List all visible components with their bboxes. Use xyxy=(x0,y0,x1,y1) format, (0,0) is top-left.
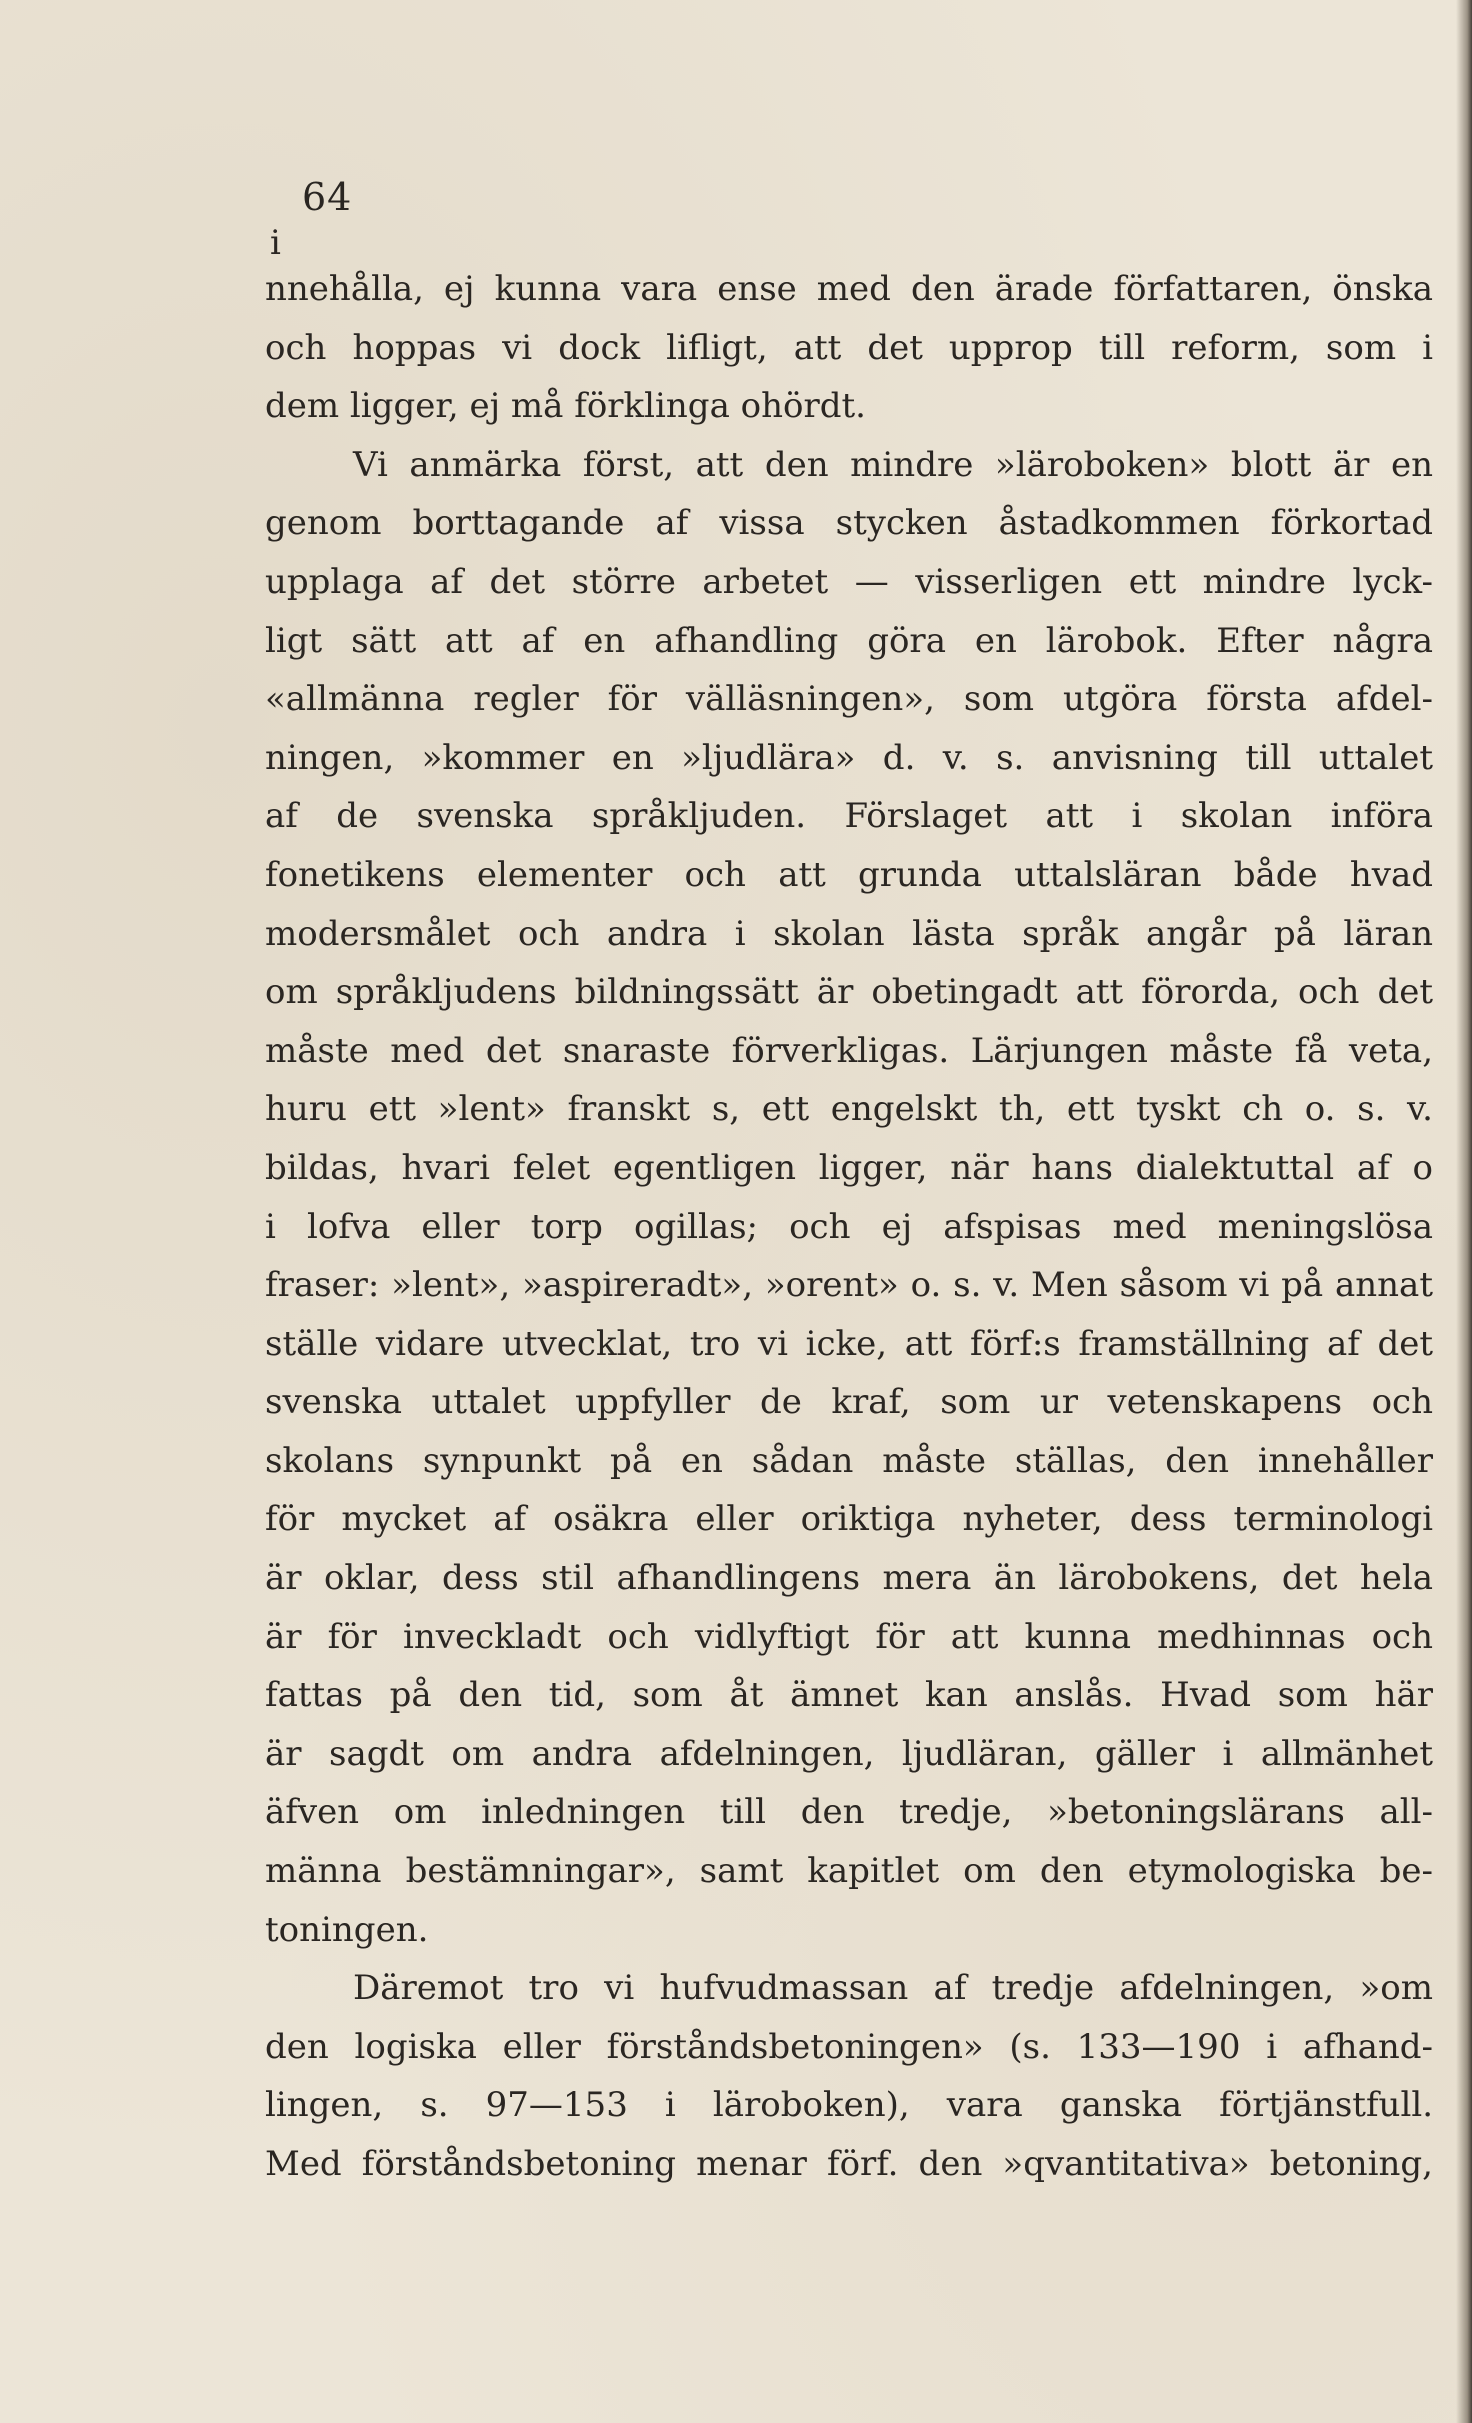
text-line: modersmålet och andra i skolan lästa språk angår på läran xyxy=(265,913,1433,954)
text-line: för mycket af osäkra eller oriktiga nyheter, dess terminologi xyxy=(265,1499,1433,1540)
text-line: om språkljudens bildningssätt är obetingadt att förorda, och det xyxy=(265,972,1433,1013)
text-line: fattas på den tid, som åt ämnet kan anslås. Hvad som här xyxy=(265,1675,1433,1716)
text-line: ningen, »kommer en »ljudlära» d. v. s. anvisning till uttalet xyxy=(265,737,1433,778)
stray-letter: i xyxy=(270,223,281,263)
text-line: fraser: »lent», »aspireradt», »orent» o. s. v. Men såsom vi på annat xyxy=(265,1265,1433,1306)
text-line: bildas, hvari felet egentligen ligger, när hans dialektuttal af o xyxy=(265,1147,1433,1188)
text-line: genom borttagande af vissa stycken åstadkommen förkortad xyxy=(265,503,1433,544)
text-line: toningen. xyxy=(265,1909,429,1950)
page-edge-shadow xyxy=(1456,0,1472,2423)
body-text xyxy=(265,260,1433,2194)
text-line: skolans synpunkt på en sådan måste ställas, den innehåller xyxy=(265,1440,1433,1481)
page-number: 64 xyxy=(302,175,353,219)
text-line: af de svenska språkljuden. Förslaget att i skolan införa xyxy=(265,796,1433,837)
text-line: i lofva eller torp ogillas; och ej afspisas med meningslösa xyxy=(265,1206,1433,1247)
text-line: måste med det snaraste förverkligas. Lärjungen måste få veta, xyxy=(265,1030,1433,1071)
text-line: dem ligger, ej må förklinga ohördt. xyxy=(265,386,866,427)
text-line: svenska uttalet uppfyller de kraf, som ur vetenskapens och xyxy=(265,1382,1433,1423)
text-line: «allmänna regler för välläsningen», som utgöra första afdel- xyxy=(265,679,1433,720)
text-line: nnehålla, ej kunna vara ense med den ärade författaren, önska xyxy=(265,269,1433,309)
text-line: fonetikens elementer och att grunda uttalsläran både hvad xyxy=(265,854,1433,895)
text-line: huru ett »lent» franskt s, ett engelskt th, ett tyskt ch o. s. v. xyxy=(265,1089,1433,1130)
text-line: är för inveckladt och vidlyftigt för att kunna medhinnas och xyxy=(265,1616,1433,1657)
text-line: upplaga af det större arbetet — visserligen ett mindre lyck- xyxy=(265,561,1433,602)
text-line: männa bestämningar», samt kapitlet om den etymologiska be- xyxy=(265,1851,1433,1892)
text-line: Däremot tro vi hufvudmassan af tredje afdelningen, »om xyxy=(353,1968,1433,2009)
text-line: Med förståndsbetoning menar förf. den »qvantitativa» betoning, xyxy=(265,2144,1433,2184)
text-line: är oklar, dess stil afhandlingens mera än lärobokens, det hela xyxy=(265,1558,1433,1599)
text-line: Vi anmärka först, att den mindre »läroboken» blott är en xyxy=(353,444,1433,485)
text-line: är sagdt om andra afdelningen, ljudläran, gäller i allmänhet xyxy=(265,1733,1433,1774)
text-line: och hoppas vi dock lifligt, att det upprop till reform, som i xyxy=(265,327,1433,368)
text-line: ställe vidare utvecklat, tro vi icke, att förf:s framställning af det xyxy=(265,1323,1433,1364)
text-line: äfven om inledningen till den tredje, »betoningslärans all- xyxy=(265,1792,1433,1833)
text-line: lingen, s. 97—153 i läroboken), vara ganska förtjänstfull. xyxy=(265,2085,1433,2126)
text-line: ligt sätt att af en afhandling göra en lärobok. Efter några xyxy=(265,620,1433,661)
text-line: den logiska eller förståndsbetoningen» (s. 133—190 i afhand- xyxy=(265,2026,1433,2067)
